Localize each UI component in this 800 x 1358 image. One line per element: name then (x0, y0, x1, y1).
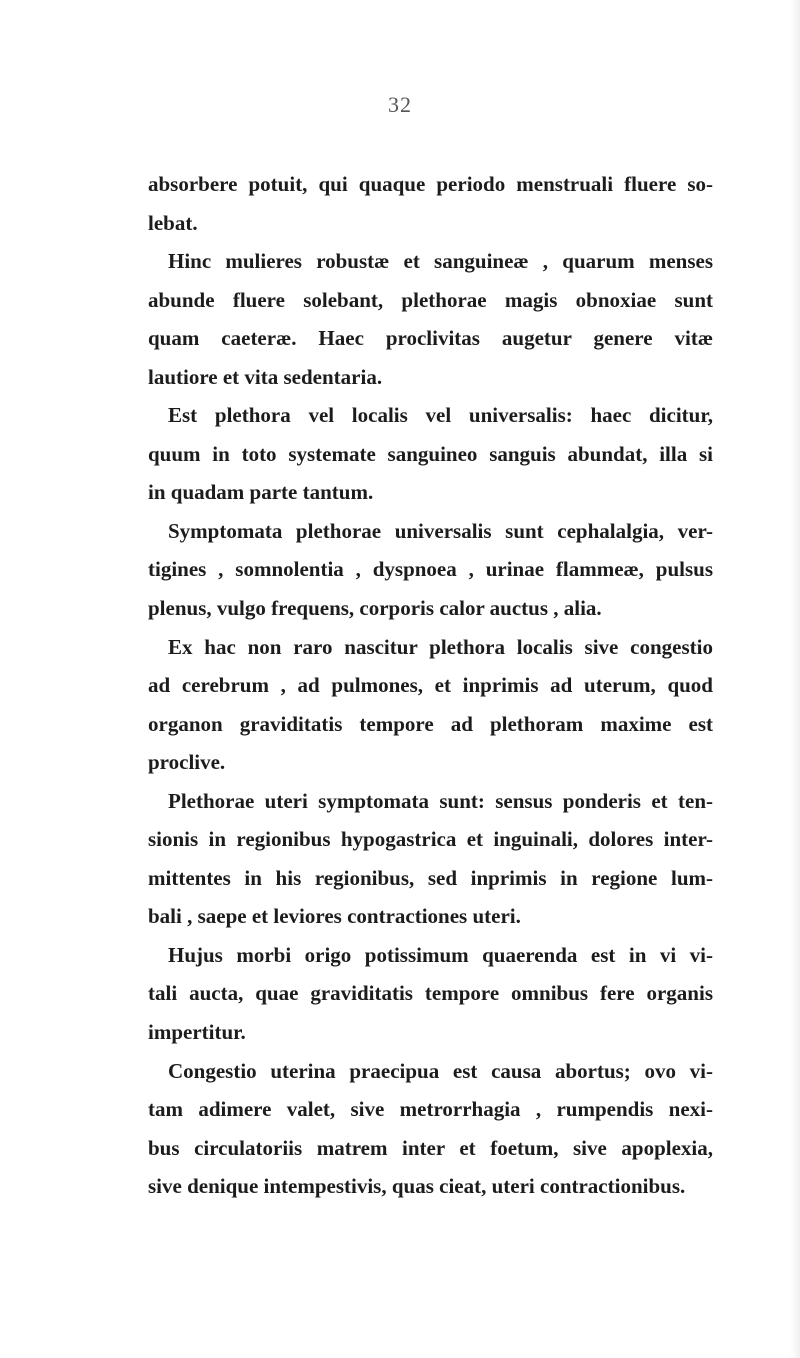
text-line: absorbere potuit, qui quaque periodo menstruali fluere so- (148, 172, 713, 196)
text-line: abunde fluere solebant, plethorae magis obnoxiae sunt (148, 287, 713, 312)
text-line: organon graviditatis tempore ad plethoram maxime est (148, 711, 713, 736)
text-line: sionis in regionibus hypogastrica et inguinali, dolores inter- (148, 827, 713, 852)
text-line: ad cerebrum , ad pulmones, et inprimis ad uterum, quod (148, 673, 713, 698)
text-line: Hujus morbi origo potissimum quaerenda est in vi vi- (168, 942, 713, 967)
text-line: Plethorae uteri symptomata sunt: sensus ponderis et ten- (168, 788, 713, 813)
text-line: mittentes in his regionibus, sed inprimis in regione lum- (148, 865, 713, 890)
text-line: lebat. (148, 210, 198, 235)
text-line: lautiore et vita sedentaria. (148, 364, 383, 389)
text-line: bali , saepe et leviores contractiones uteri. (148, 904, 521, 929)
text-line: sive denique intempestivis, quas cieat, uteri contractionibus. (148, 1174, 686, 1199)
text-line: Symptomata plethorae universalis sunt cephalalgia, ver- (168, 518, 713, 543)
text-line: Congestio uterina praecipua est causa abortus; ovo vi- (168, 1058, 713, 1083)
text-line: tam adimere valet, sive metrorrhagia , rumpendis nexi- (148, 1097, 713, 1122)
text-line: plenus, vulgo frequens, corporis calor auctus , alia. (148, 596, 602, 621)
text-line: bus circulatoriis matrem inter et foetum, sive apoplexia, (148, 1135, 713, 1160)
text-line: Hinc mulieres robustæ et sanguineæ , quarum menses (168, 249, 713, 274)
page-edge-shadow (790, 0, 800, 1358)
text-line: tali aucta, quae graviditatis tempore omnibus fere organis (148, 981, 713, 1006)
text-line: impertitur. (148, 1020, 246, 1045)
text-line: proclive. (148, 750, 226, 775)
body-text (148, 165, 713, 1206)
text-line: tigines , somnolentia , dyspnoea , urinae flammeæ, pulsus (148, 557, 713, 582)
page-number: 32 (388, 92, 412, 117)
text-line: Est plethora vel localis vel universalis: haec dicitur, (168, 403, 713, 428)
text-line: in quadam parte tantum. (148, 480, 374, 505)
text-line: quum in toto systemate sanguineo sanguis abundat, illa si (148, 441, 713, 466)
text-line: quam caeteræ. Haec proclivitas augetur genere vitæ (148, 326, 713, 351)
text-line: Ex hac non raro nascitur plethora localis sive congestio (168, 634, 713, 659)
